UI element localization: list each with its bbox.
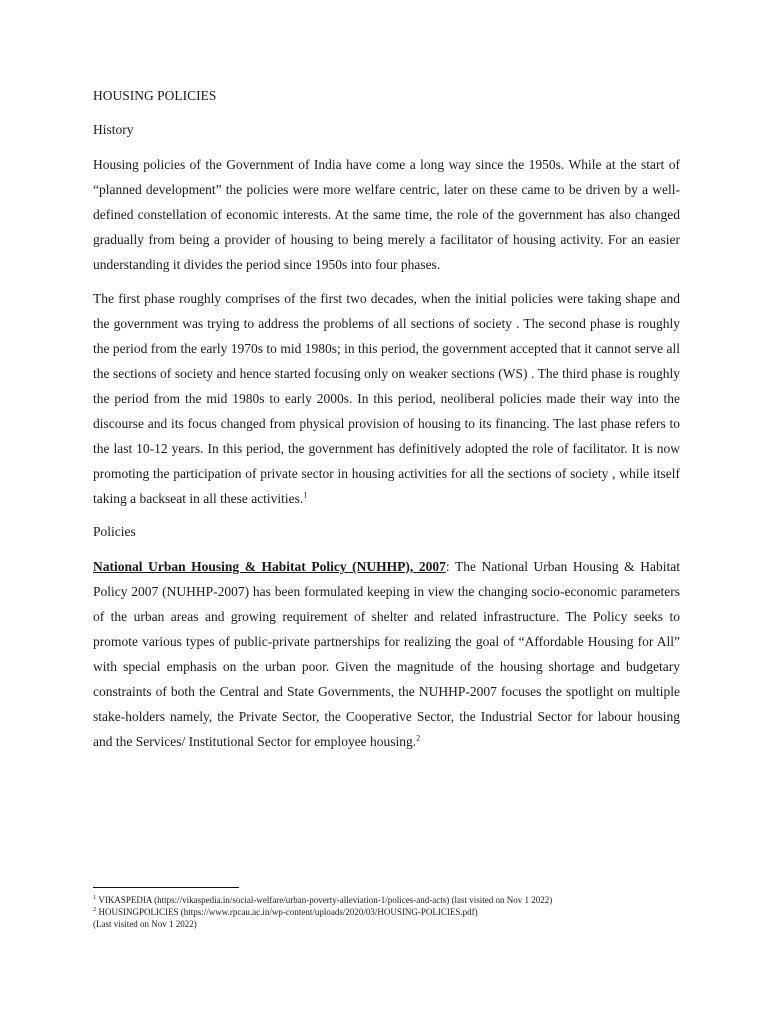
document-body [93, 86, 680, 763]
footnote-2-text[interactable]: HOUSINGPOLICIES (https://www.rpcau.ac.in/wp-content/uploads/2020/03/HOUSING-POLICIES.pdf) [96, 907, 478, 917]
policy-text: The National Urban Housing & Habitat Policy 2007 (NUHHP-2007) has been formulated keeping in view the changing socio-economic parameters of the urban areas and growing requirement of shelter and related infrastructure. The Policy seeks to promote various types of public-private partnerships for realizing the goal of “Affordable Housing for All” with special emphasis on the urban poor. Given the magnitude of the housing shortage and budgetary constraints of both the Central and State Governments, the NUHHP-2007 focuses the spotlight on multiple stake-holders namely, the Private Sector, the Cooperative Sector, the Industrial Sector for labour housing and the Services/ Institutional Sector for employee housing. [93, 559, 680, 749]
policy-paragraph [93, 554, 680, 754]
footnotes-section [93, 887, 693, 930]
footnote-2-continuation: (Last visited on Nov 1 2022) [93, 919, 197, 929]
history-paragraph-2-text: The first phase roughly comprises of the first two decades, when the initial policies were taking shape and the government was trying to address the problems of all sections of society . The second phase is roughly the period from the early 1970s to mid 1980s; in this period, the government accepted that it cannot serve all the sections of society and hence started focusing only on weaker sections (WS) . The third phase is roughly the period from the mid 1980s to early 2000s. In this period, neoliberal policies made their way into the discourse and its focus changed from physical provision of housing to its financing. The last phase refers to the last 10-12 years. In this period, the government has definitively adopted the role of facilitator. It is now promoting the participation of private sector in housing activities for all the sections of society , while itself taking a backseat in all these activities. [93, 291, 680, 506]
footnote-1-number: 1 [93, 894, 97, 901]
section-heading-policies: Policies [93, 524, 136, 539]
footnote-separator [93, 887, 239, 888]
footnote-1 [93, 894, 693, 906]
footnote-reference-2[interactable]: 2 [416, 733, 421, 743]
history-paragraph-1 [93, 152, 680, 277]
policy-title: National Urban Housing & Habitat Policy (NUHHP), 2007 [93, 559, 446, 574]
document-title: HOUSING POLICIES [93, 88, 217, 103]
footnote-1-text[interactable]: VIKASPEDIA (https://vikaspedia.in/social-welfare/urban-poverty-alleviation-1/polices-and-acts) (last visited on Nov 1 2022) [96, 895, 553, 905]
policy-colon: : [445, 559, 450, 574]
history-paragraph-2 [93, 286, 680, 511]
section-heading-history: History [93, 122, 134, 137]
footnote-reference-1[interactable]: 1 [303, 490, 308, 500]
footnote-2 [93, 906, 693, 918]
footnote-2-number: 2 [93, 906, 97, 913]
history-paragraph-1-text: Housing policies of the Government of India have come a long way since the 1950s. While at the start of “planned development” the policies were more welfare centric, later on these came to be driven by a well-defined constellation of economic interests. At the same time, the role of the government has also changed gradually from being a provider of housing to being merely a facilitator of housing activity. For an easier understanding it divides the period since 1950s into four phases. [93, 157, 680, 272]
